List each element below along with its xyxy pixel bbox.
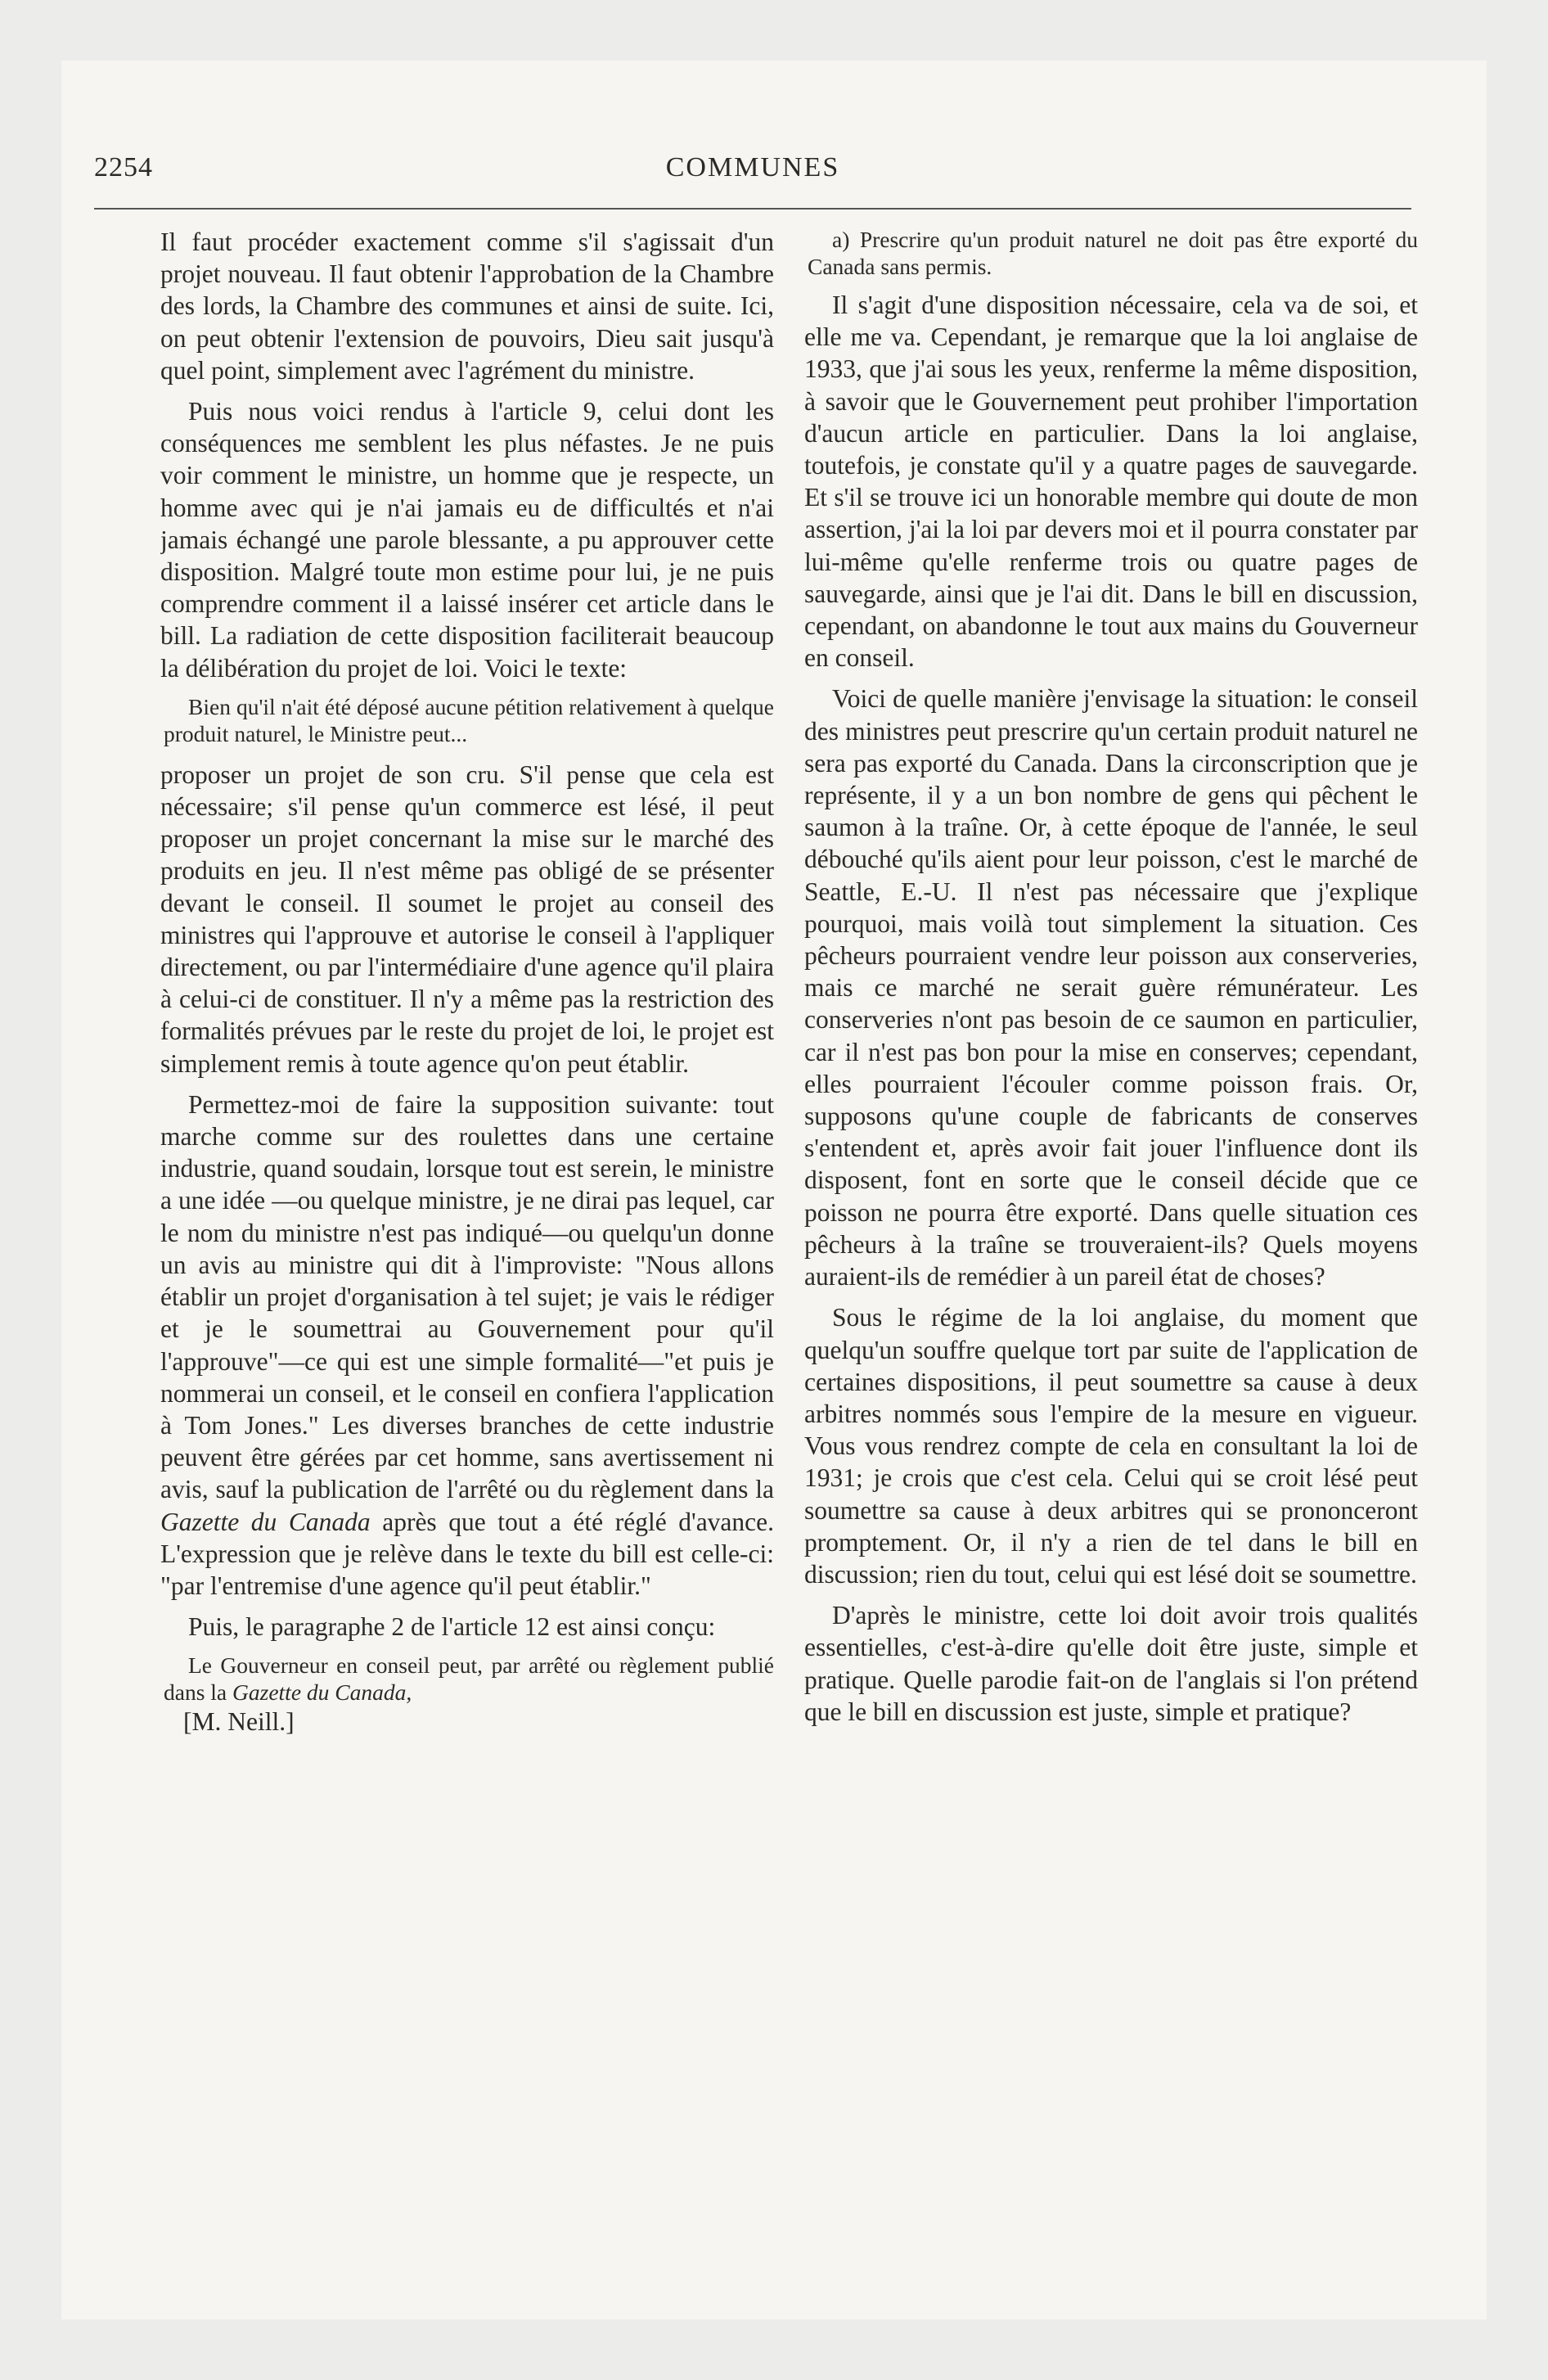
paragraph-text: Permettez-moi de faire la supposition suivante: tout marche comme sur des roulettes dans une certaine industrie, quand soudain, lorsque tout est serein, le ministre a une idée —ou quelque ministre, je ne dirai pas lequel, car le nom du ministre n'est pas indiqué—ou quelqu'un donne un avis au ministre qui dit à l'improviste: "Nous allons établir un projet d'organisation à tel sujet; je vais le rédiger et je le soumettrai au Gouvernement pour qu'il l'approuve"—ce qui est une simple formalité—"et puis je nommerai un conseil, et le conseil en confiera l'application à Tom Jones." Les diverses branches de cette industrie peuvent être gérées par cet homme, sans avertissement ni avis, sauf la publication de l'arrêté ou du règlement dans la: [160, 1089, 774, 1504]
left-column: [160, 226, 774, 2256]
paragraph: Voici de quelle manière j'envisage la situation: le conseil des ministres peut prescrire qu'un certain produit naturel ne sera pas exporté du Canada. Dans la circonscription que je représente, il y a un bon nombre de gens qui pêchent le saumon à la traîne. Or, à cette époque de l'année, le seul débouché qu'ils aient pour leur poisson, c'est le marché de Seattle, E.-U. Il n'est pas nécessaire que j'explique pourquoi, mais voilà tout simplement la situation. Ces pêcheurs pourraient vendre leur poisson aux conserveries, mais ce marché ne serait guère rémunérateur. Les conserveries n'ont pas besoin de ce saumon en particulier, car il n'est pas bon pour la mise en conserves; cependant, elles pourraient l'écouler comme poisson frais. Or, supposons qu'une couple de fabricants de conserves s'entendent et, après avoir fait jouer l'influence dont ils disposent, font en sorte que le conseil décide que ce poisson ne pourra être exporté. Dans quelle situation ces pêcheurs à la traîne se trouveraient-ils? Quels moyens auraient-ils de remédier à un pareil état de choses?: [804, 684, 1418, 1291]
paragraph: Puis, le paragraphe 2 de l'article 12 est ainsi conçu:: [188, 1612, 716, 1642]
header-rule: [94, 208, 1411, 210]
page-number: 2254: [94, 152, 153, 183]
paragraph: D'après le ministre, cette loi doit avoir trois qualités essentielles, c'est-à-dire qu'elle doit être juste, simple et pratique. Quelle parodie fait-on de l'anglais si l'on prétend que le bill en discussion est juste, simple et pratique?: [804, 1601, 1418, 1726]
paragraph: [160, 1089, 774, 1602]
block-quote: a) Prescrire qu'un produit naturel ne doit pas être exporté du Canada sans permis.: [808, 227, 1418, 279]
speaker-attribution: [M. Neill.]: [183, 1707, 295, 1737]
paragraph: Sous le régime de la loi anglaise, du moment que quelqu'un souffre quelque tort par suite de l'application de certaines dispositions, il peut soumettre sa cause à deux arbitres nommés sous l'empire de la mesure en vigueur. Vous vous rendrez compte de cela en consultant la loi de 1931; je crois que c'est cela. Celui qui se croit lésé peut soumettre sa cause à deux arbitres qui se prononceront promptement. Or, il n'y a rien de tel dans le bill en discussion; rien du tout, celui qui est lésé doit se soumettre.: [804, 1303, 1418, 1589]
publication-title: Gazette du Canada,: [232, 1679, 412, 1706]
right-column: [804, 226, 1418, 2256]
page-header: [94, 152, 1411, 185]
paragraph-text: après que tout a été réglé d'avance. L'expression que je relève dans le texte du bill est celle-ci: "par l'entremise d'une agence qu'il peut établir.": [160, 1507, 774, 1600]
paragraph: Il faut procéder exactement comme s'il s'agissait d'un projet nouveau. Il faut obtenir l'approbation de la Chambre des lords, la Chambre des communes et ainsi de suite. Ici, on peut obtenir l'extension de pouvoirs, Dieu sait jusqu'à quel point, simplement avec l'agrément du ministre.: [160, 228, 774, 385]
block-quote: [160, 1652, 774, 1706]
paragraph: Il s'agit d'une disposition nécessaire, cela va de soi, et elle me va. Cependant, je remarque que la loi anglaise de 1933, que j'ai sous les yeux, renferme la même disposition, à savoir que le Gouvernement peut prohiber l'importation d'aucun article en particulier. Dans la loi anglaise, toutefois, je constate qu'il y a quatre pages de sauvegarde. Et s'il se trouve ici un honorable membre qui doute de mon assertion, j'ai la loi par devers moi et il pourra constater par lui-même qu'elle renferme trois ou quatre pages de sauvegarde, ainsi que je l'ai dit. Dans le bill en discussion, cependant, on abandonne le tout aux mains du Gouverneur en conseil.: [804, 291, 1418, 673]
paragraph: Puis nous voici rendus à l'article 9, celui dont les conséquences me semblent les plus néfastes. Je ne puis voir comment le ministre, un homme que je respecte, un homme avec qui je n'ai jamais eu de difficultés et n'ai jamais échangé une parole blessante, a pu approuver cette disposition. Malgré toute mon estime pour lui, je ne puis comprendre comment il a laissé insérer cet article dans le bill. La radiation de cette disposition faciliterait beaucoup la délibération du projet de loi. Voici le texte:: [160, 397, 774, 683]
paragraph: proposer un projet de son cru. S'il pense que cela est nécessaire; s'il pense qu'un commerce est lésé, il peut proposer un projet concernant la mise sur le marché des produits en jeu. Il n'est même pas obligé de se présenter devant le conseil. Il soumet le projet au conseil des ministres qui l'approuve et autorise le conseil à l'appliquer directement, ou par l'intermédiaire d'une agence qu'il plaira à celui-ci de constituer. Il n'y a même pas la restriction des formalités prévues par le reste du projet de loi, le projet est simplement remis à toute agence qu'on peut établir.: [160, 760, 774, 1078]
block-quote: Bien qu'il n'ait été déposé aucune pétition relativement à quelque produit naturel, le Ministre peut...: [164, 693, 774, 746]
running-title: COMMUNES: [665, 152, 840, 183]
publication-title: Gazette du Canada: [160, 1507, 371, 1536]
quote-text: Le Gouverneur en conseil peut, par arrêté ou règlement publié dans la: [164, 1652, 774, 1706]
